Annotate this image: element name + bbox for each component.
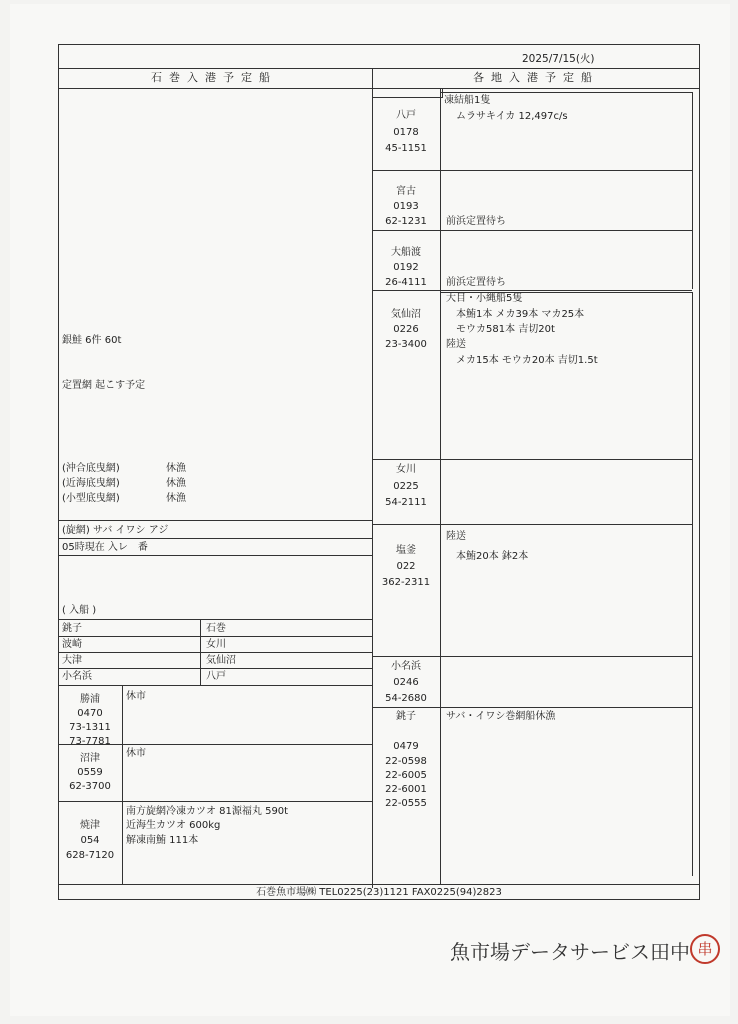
port-kesennuma-line-4: 陸送 xyxy=(446,339,466,350)
port-kesennuma-code: 0226 xyxy=(393,324,419,335)
port-shiogama-phone: 362-2311 xyxy=(381,577,431,588)
port-miyako-phone: 62-1231 xyxy=(385,216,427,227)
port-kesennuma-line-2: 本鮪1本 メカ39本 マカ25本 xyxy=(456,309,585,320)
market-katsuura-code: 0470 xyxy=(77,708,103,719)
note-set-net: 定置網 起こす予定 xyxy=(62,380,146,391)
port-choshi-phone-2: 22-6005 xyxy=(385,770,427,781)
market-numazu-name: 沼津 xyxy=(80,753,100,764)
note-silver-salmon: 銀鮭 6件 60t xyxy=(62,335,122,346)
market-yaizu-line-2: 近海生カツオ 600kg xyxy=(126,820,221,831)
port-choshi-phone-4: 22-0555 xyxy=(385,798,427,809)
port-miyako-line-1: 前浜定置待ち xyxy=(446,216,506,227)
port-choshi-name: 銚子 xyxy=(396,711,416,722)
port-shiogama-line-2: 本鮪20本 鉢2本 xyxy=(456,551,529,562)
seal-stamp: 串 xyxy=(690,934,720,964)
market-katsuura-phone-2: 73-7781 xyxy=(69,736,111,747)
market-numazu-status: 休市 xyxy=(126,748,146,759)
port-kesennuma-phone: 23-3400 xyxy=(385,339,427,350)
port-hachinohe-code: 0178 xyxy=(393,127,419,138)
port-kesennuma-name: 気仙沼 xyxy=(391,309,421,320)
market-yaizu-line-3: 解凍南鮪 111本 xyxy=(126,835,199,846)
port-left-1: 波崎 xyxy=(62,639,82,650)
closure-offshore-status: 休漁 xyxy=(166,463,186,474)
left-column-title: 石巻入港予定船 xyxy=(151,71,277,84)
port-miyako-code: 0193 xyxy=(393,201,419,212)
port-right-1: 女川 xyxy=(206,639,226,650)
port-ofunato-phone: 26-4111 xyxy=(385,277,427,288)
port-kesennuma-line-1: 大目・小縄船5隻 xyxy=(446,293,523,304)
port-onahama-code: 0246 xyxy=(393,677,419,688)
right-column-title: 各地入港予定船 xyxy=(473,71,599,84)
port-onagawa-name: 女川 xyxy=(396,464,416,475)
port-choshi-code: 0479 xyxy=(393,741,419,752)
closure-offshore-label: (沖合底曳網) xyxy=(62,463,120,474)
footer-contact: 石巻魚市場㈱ TEL0225(23)1121 FAX0225(94)2823 xyxy=(256,887,502,898)
port-onahama-name: 小名浜 xyxy=(391,661,421,672)
report-date: 2025/7/15(火) xyxy=(522,53,595,65)
market-yaizu-phone-1: 628-7120 xyxy=(65,850,115,861)
port-choshi-phone-1: 22-0598 xyxy=(385,756,427,767)
port-choshi-line-1: サバ・イワシ巻網船休漁 xyxy=(446,711,556,722)
port-ofunato-line-1: 前浜定置待ち xyxy=(446,277,506,288)
port-shiogama-name: 塩釜 xyxy=(396,545,416,556)
closure-small-status: 休漁 xyxy=(166,493,186,504)
signature-text: 魚市場データサービス田中 xyxy=(450,940,690,964)
port-miyako-name: 宮古 xyxy=(396,186,416,197)
purse-seine-line: (旋網) サバ イワシ アジ xyxy=(62,525,169,536)
market-numazu-code: 0559 xyxy=(77,767,103,778)
port-right-0: 石巻 xyxy=(206,623,226,634)
market-numazu-phone-1: 62-3700 xyxy=(69,781,111,792)
market-yaizu-code: 054 xyxy=(80,835,100,846)
port-onahama-phone: 54-2680 xyxy=(385,693,427,704)
port-kesennuma-line-3: モウカ581本 吉切20t xyxy=(456,324,555,335)
closure-coastal-label: (近海底曳網) xyxy=(62,478,120,489)
entry-status: 05時現在 入レ 番 xyxy=(62,542,148,553)
port-hachinohe-line-2: ムラサキイカ 12,497c/s xyxy=(456,111,568,122)
market-katsuura-phone-1: 73-1311 xyxy=(69,722,111,733)
port-hachinohe-line-1: 凍結船1隻 xyxy=(444,95,491,106)
port-ofunato-name: 大船渡 xyxy=(391,247,421,258)
port-onagawa-phone: 54-2111 xyxy=(385,497,427,508)
port-kesennuma-line-5: メカ15本 モウカ20本 吉切1.5t xyxy=(456,355,598,366)
port-hachinohe-name: 八戸 xyxy=(396,110,416,121)
port-onagawa-code: 0225 xyxy=(393,481,419,492)
port-left-3: 小名浜 xyxy=(62,671,92,682)
market-katsuura-status: 休市 xyxy=(126,691,146,702)
port-ofunato-code: 0192 xyxy=(393,262,419,273)
port-shiogama-line-1: 陸送 xyxy=(446,531,466,542)
port-right-3: 八戸 xyxy=(206,671,226,682)
market-yaizu-line-1: 南方旋網冷凍カツオ 81源福丸 590t xyxy=(126,806,289,817)
port-hachinohe-phone: 45-1151 xyxy=(385,143,427,154)
port-choshi-phone-3: 22-6001 xyxy=(385,784,427,795)
port-left-0: 銚子 xyxy=(62,623,82,634)
arrivals-label: ( 入船 ) xyxy=(62,605,97,616)
port-right-2: 気仙沼 xyxy=(206,655,236,666)
market-yaizu-name: 焼津 xyxy=(80,820,100,831)
document-page xyxy=(10,4,730,1016)
market-katsuura-name: 勝浦 xyxy=(80,694,100,705)
port-shiogama-code: 022 xyxy=(396,561,416,572)
port-left-2: 大津 xyxy=(62,655,82,666)
closure-small-label: (小型底曳網) xyxy=(62,493,120,504)
closure-coastal-status: 休漁 xyxy=(166,478,186,489)
